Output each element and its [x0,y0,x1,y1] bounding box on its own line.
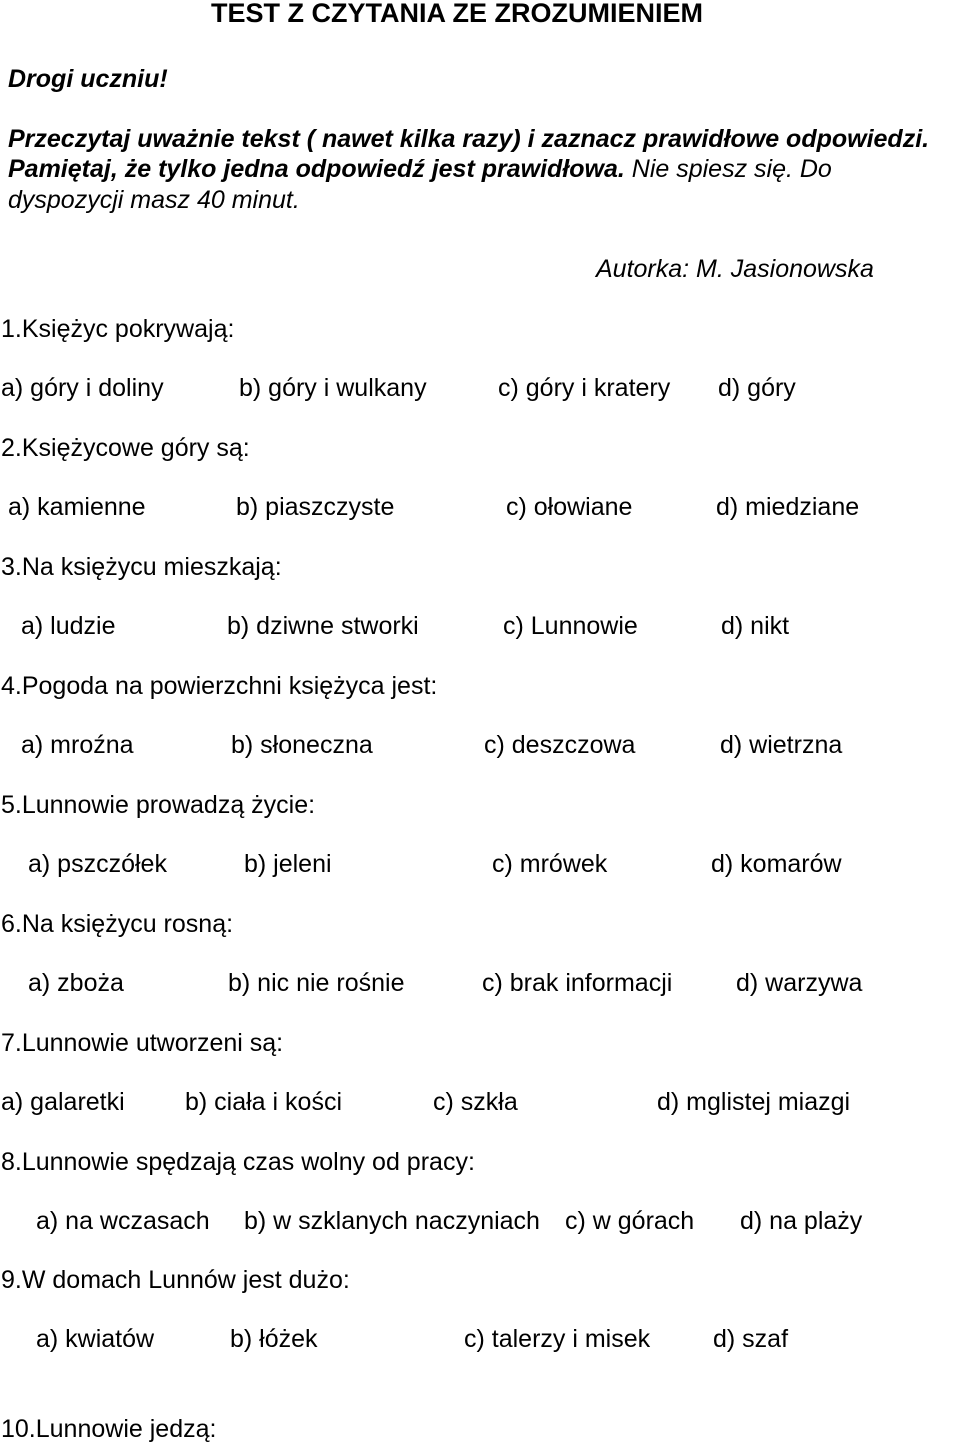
answer-9b[interactable]: b) łóżek [230,1325,318,1353]
answer-6d[interactable]: d) warzywa [736,969,863,997]
answer-2d[interactable]: d) miedziane [716,493,860,521]
answer-2c[interactable]: c) ołowiane [506,493,633,521]
page-title: TEST Z CZYTANIA ZE ZROZUMIENIEM [211,0,703,28]
answer-7b[interactable]: b) ciała i kości [185,1088,342,1116]
greeting: Drogi uczniu! [8,65,168,93]
answer-2b[interactable]: b) piaszczyste [236,493,395,521]
answer-6c[interactable]: c) brak informacji [482,969,673,997]
answer-7d[interactable]: d) mglistej miazgi [657,1088,851,1116]
answer-5c[interactable]: c) mrówek [492,850,608,878]
answer-4b[interactable]: b) słoneczna [231,731,373,759]
instructions-line-2 [8,157,832,182]
question-3: 3.Na księżycu mieszkają: [1,553,282,581]
answer-4a[interactable]: a) mroźna [21,731,134,759]
answer-1a[interactable]: a) góry i doliny [1,374,164,402]
author: Autorka: M. Jasionowska [596,255,874,283]
question-4: 4.Pogoda na powierzchni księżyca jest: [1,672,438,700]
answer-9a[interactable]: a) kwiatów [36,1325,155,1353]
answer-4c[interactable]: c) deszczowa [484,731,636,759]
answer-3d[interactable]: d) nikt [721,612,790,640]
answer-8c[interactable]: c) w górach [565,1207,695,1235]
answer-8a[interactable]: a) na wczasach [36,1207,210,1235]
answer-2a[interactable]: a) kamienne [8,493,146,521]
question-9: 9.W domach Lunnów jest dużo: [1,1266,350,1294]
answer-4d[interactable]: d) wietrzna [720,731,843,759]
answer-8d[interactable]: d) na plaży [740,1207,863,1235]
answer-7a[interactable]: a) galaretki [1,1088,125,1116]
answer-5d[interactable]: d) komarów [711,850,842,878]
instructions-line-2-bold: Pamiętaj, że tylko jedna odpowiedź jest prawidłowa. [8,155,625,183]
answer-7c[interactable]: c) szkła [433,1088,518,1116]
answer-5b[interactable]: b) jeleni [244,850,332,878]
answer-5a[interactable]: a) pszczółek [28,850,167,878]
question-5: 5.Lunnowie prowadzą życie: [1,791,316,819]
answer-1c[interactable]: c) góry i kratery [498,374,671,402]
answer-9c[interactable]: c) talerzy i misek [464,1325,651,1353]
instructions-line-2-normal: Nie spiesz się. Do [624,155,832,183]
answer-6a[interactable]: a) zboża [28,969,124,997]
question-2: 2.Księżycowe góry są: [1,434,250,462]
question-10: 10.Lunnowie jedzą: [1,1415,217,1443]
answer-1b[interactable]: b) góry i wulkany [239,374,427,402]
instructions-line-1: Przeczytaj uważnie tekst ( nawet kilka razy) i zaznacz prawidłowe odpowiedzi. [8,125,930,153]
answer-9d[interactable]: d) szaf [713,1325,789,1353]
question-8: 8.Lunnowie spędzają czas wolny od pracy: [1,1148,475,1176]
answer-6b[interactable]: b) nic nie rośnie [228,969,405,997]
answer-3b[interactable]: b) dziwne stworki [227,612,419,640]
question-7: 7.Lunnowie utworzeni są: [1,1029,284,1057]
question-1: 1.Księżyc pokrywają: [1,315,235,343]
question-6: 6.Na księżycu rosną: [1,910,234,938]
instructions-line-3: dyspozycji masz 40 minut. [8,186,300,214]
answer-3a[interactable]: a) ludzie [21,612,116,640]
answer-8b[interactable]: b) w szklanych naczyniach [244,1207,540,1235]
answer-1d[interactable]: d) góry [718,374,796,402]
answer-3c[interactable]: c) Lunnowie [503,612,638,640]
